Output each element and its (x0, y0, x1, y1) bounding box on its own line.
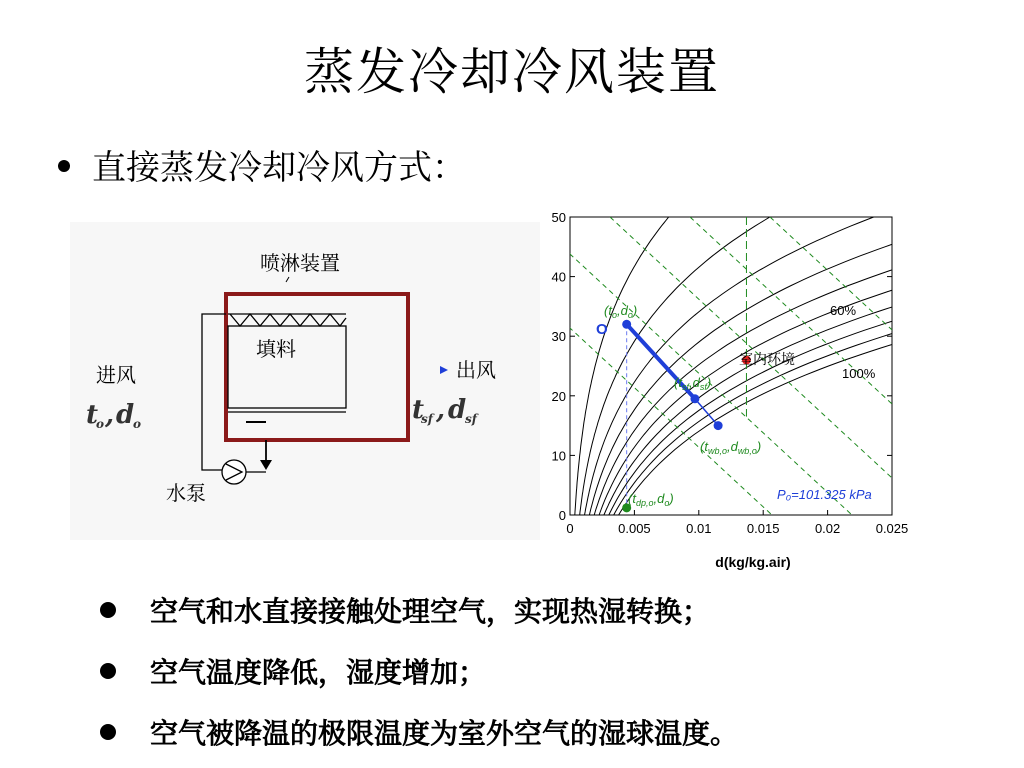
x-tick-label: 0.015 (746, 521, 780, 536)
svg-text:,: , (436, 395, 446, 425)
point-3-text: 空气被降温的极限温度为室外空气的湿球温度。 (150, 717, 739, 750)
rh-60-label: 60% (830, 303, 857, 318)
psychrometric-chart (538, 205, 922, 581)
water-pipe (202, 314, 226, 470)
point-1 (92, 590, 710, 630)
bullet-dot-icon (100, 663, 116, 679)
y-tick-label: 10 (551, 448, 566, 464)
subtitle-bullet (58, 140, 466, 189)
spray-label: 喷淋装置 (260, 251, 340, 275)
spray-label-leader (286, 277, 289, 282)
bullet-dot-icon (58, 160, 70, 172)
x-tick-label: 0.005 (618, 521, 651, 536)
inlet-state-t-sub: o (96, 417, 105, 431)
pressure-label: P₀=101.325 kPa (777, 487, 872, 502)
fill-label: 填料 (256, 337, 296, 361)
drain-arrow-icon (260, 460, 272, 470)
rh-100-label: 100% (842, 366, 876, 381)
inlet-state-t: t (86, 400, 99, 430)
x-tick-label: 0.02 (814, 521, 841, 536)
inlet-state-d: d (116, 400, 135, 430)
outlet-state-d-sub: sf (465, 412, 477, 426)
pump-label: 水泵 (166, 481, 206, 505)
point-o-label: O (596, 321, 608, 338)
outlet-state-d: d (448, 395, 467, 425)
y-tick-label: 0 (558, 508, 566, 523)
x-tick-label: 0 (566, 521, 574, 536)
spray-nozzles (230, 314, 346, 326)
state-point-sf (690, 394, 699, 403)
outlet-state-t: t (412, 395, 425, 425)
point-2 (92, 651, 486, 691)
bullet-dot-icon (100, 602, 116, 618)
point-3 (92, 712, 738, 752)
inlet-state-d-sub: o (133, 417, 142, 431)
label-o-state: $(t_o,d_o)$ (604, 303, 638, 320)
y-tick-label: 40 (551, 269, 566, 285)
outlet-state-t-sub: sf (421, 412, 433, 426)
inlet-state-label (86, 400, 141, 431)
outlet-label: 出风 (456, 358, 496, 382)
evaporative-cooler-diagram (70, 222, 540, 540)
slide-title: 蒸发冷却冷风装置 (304, 43, 720, 101)
inlet-label: 进风 (96, 363, 136, 387)
label-wb-state: $(t_{wb,o},d_{wb,o})$ (700, 439, 762, 456)
indoor-label: 室内环境 (739, 352, 795, 368)
y-tick-label: 20 (551, 388, 566, 404)
x-axis-label: d(kg/kg.air) (715, 554, 791, 570)
bullet-dot-icon (100, 724, 116, 740)
outlet-arrow-icon (440, 366, 448, 374)
state-point-O (622, 320, 631, 329)
point-1-text: 空气和水直接接触处理空气，实现热湿转换； (150, 595, 711, 628)
subtitle-text: 直接蒸发冷却冷风方式： (92, 148, 466, 188)
svg-text:,: , (105, 400, 115, 430)
label-dp-state: $(t_{dp,o},d_o)$ (628, 491, 674, 508)
state-point-wb (714, 421, 723, 430)
outlet-state-label (412, 395, 479, 426)
x-tick-label: 0.025 (875, 521, 909, 536)
x-tick-label: 0.01 (686, 521, 712, 536)
point-2-text: 空气温度降低，湿度增加； (150, 656, 487, 689)
y-tick-label: 30 (551, 329, 566, 345)
cooler-housing (226, 294, 408, 440)
label-sf-state: $(t_{sf},d_{sf})$ (674, 375, 712, 392)
y-tick-label: 50 (551, 210, 566, 225)
